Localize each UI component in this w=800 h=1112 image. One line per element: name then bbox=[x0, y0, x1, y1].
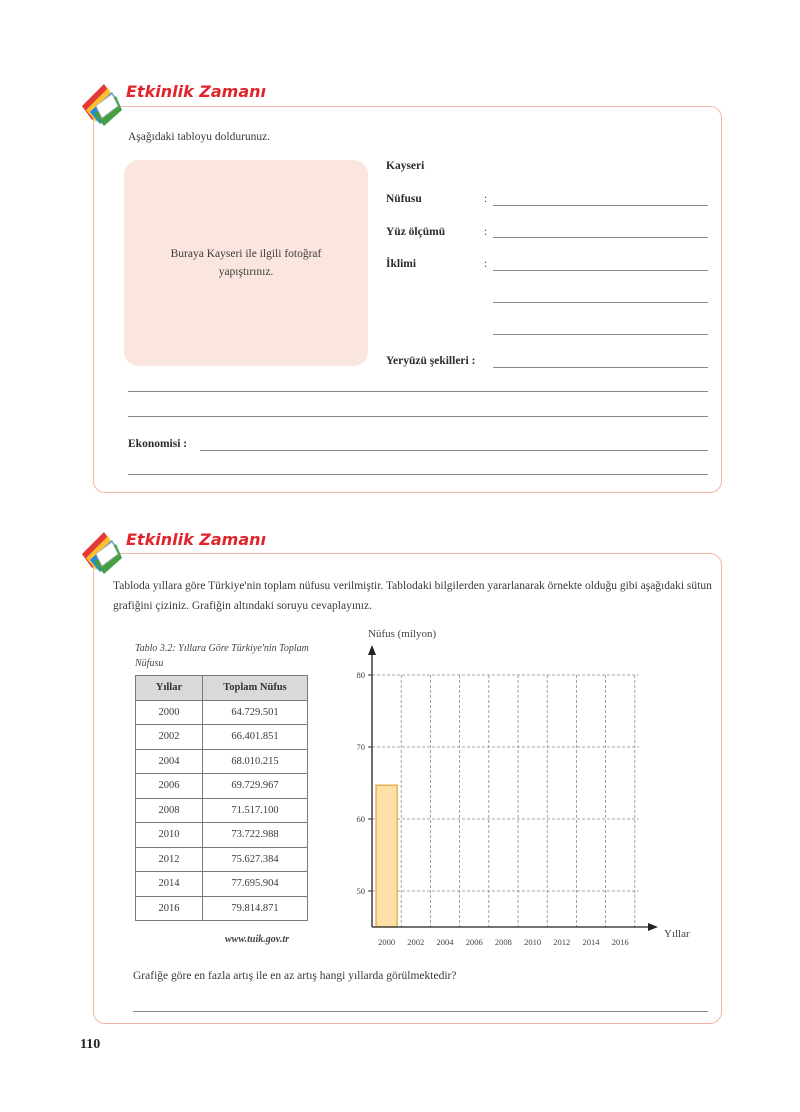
table-cell-year: 2002 bbox=[136, 725, 203, 750]
x-tick-label: 2010 bbox=[524, 937, 542, 947]
table-cell-year: 2016 bbox=[136, 896, 203, 921]
instruction-text: Aşağıdaki tabloyu doldurunuz. bbox=[128, 131, 271, 143]
table-row bbox=[136, 823, 308, 848]
climate-answer-line-3[interactable] bbox=[493, 334, 708, 335]
table-row bbox=[136, 725, 308, 750]
x-tick-label: 2006 bbox=[465, 937, 483, 947]
bar-2000 bbox=[376, 785, 397, 927]
y-tick-label: 80 bbox=[356, 670, 365, 680]
landforms-answer-line-3[interactable] bbox=[128, 416, 708, 417]
activity-title: Etkinlik Zamanı bbox=[126, 82, 272, 101]
area-label: Yüz ölçümü bbox=[386, 226, 446, 238]
y-axis-label: Nüfus (milyon) bbox=[368, 628, 437, 640]
climate-label: İklimi bbox=[386, 258, 417, 270]
table-cell-population: 73.722.988 bbox=[203, 823, 308, 848]
x-tick-label: 2000 bbox=[378, 937, 396, 947]
table-cell-population: 77.695.904 bbox=[203, 872, 308, 897]
table-cell-population: 71.517.100 bbox=[203, 798, 308, 823]
activity-logo-icon bbox=[78, 524, 130, 576]
table-cell-year: 2010 bbox=[136, 823, 203, 848]
table-header-population: Toplam Nüfus bbox=[203, 676, 308, 701]
x-tick-label: 2004 bbox=[436, 937, 454, 947]
table-cell-year: 2008 bbox=[136, 798, 203, 823]
economy-answer-line-2[interactable] bbox=[128, 474, 708, 475]
table-header-years: Yıllar bbox=[136, 676, 203, 701]
table-cell-population: 75.627.384 bbox=[203, 847, 308, 872]
x-tick-label: 2008 bbox=[494, 937, 512, 947]
climate-colon: : bbox=[484, 258, 488, 270]
city-name: Kayseri bbox=[386, 160, 425, 172]
table-source: www.tuik.gov.tr bbox=[225, 934, 289, 945]
activity-title: Etkinlik Zamanı bbox=[126, 530, 272, 549]
table-row bbox=[136, 896, 308, 921]
question-answer-line[interactable] bbox=[133, 1011, 708, 1012]
landforms-answer-line-2[interactable] bbox=[128, 391, 708, 392]
landforms-answer-line[interactable] bbox=[493, 367, 708, 368]
x-axis-arrow-icon bbox=[648, 923, 658, 931]
photo-placeholder bbox=[124, 160, 368, 366]
population-colon: : bbox=[484, 193, 488, 205]
population-bar-chart[interactable] bbox=[340, 625, 710, 955]
question-text: Grafiğe göre en fazla artış ile en az artış hangi yıllarda görülmektedir? bbox=[133, 970, 457, 982]
area-colon: : bbox=[484, 226, 488, 238]
table-cell-year: 2000 bbox=[136, 700, 203, 725]
table-row bbox=[136, 749, 308, 774]
table-cell-population: 66.401.851 bbox=[203, 725, 308, 750]
x-tick-label: 2012 bbox=[553, 937, 571, 947]
table-cell-population: 64.729.501 bbox=[203, 700, 308, 725]
y-tick-label: 50 bbox=[356, 886, 365, 896]
table-cell-population: 79.814.871 bbox=[203, 896, 308, 921]
y-axis-arrow-icon bbox=[368, 645, 376, 655]
table-cell-year: 2004 bbox=[136, 749, 203, 774]
table-cell-population: 69.729.967 bbox=[203, 774, 308, 799]
population-table bbox=[135, 675, 308, 921]
x-axis-label: Yıllar bbox=[664, 928, 690, 940]
x-tick-label: 2002 bbox=[407, 937, 425, 947]
table-row bbox=[136, 847, 308, 872]
landforms-label: Yeryüzü şekilleri : bbox=[386, 355, 476, 367]
area-answer-line[interactable] bbox=[493, 237, 708, 238]
y-tick-label: 70 bbox=[356, 742, 365, 752]
table-row bbox=[136, 872, 308, 897]
table-cell-population: 68.010.215 bbox=[203, 749, 308, 774]
page-number: 110 bbox=[80, 1037, 101, 1052]
x-tick-label: 2014 bbox=[582, 937, 600, 947]
table-row bbox=[136, 700, 308, 725]
table-cell-year: 2006 bbox=[136, 774, 203, 799]
table-row bbox=[136, 774, 308, 799]
climate-answer-line-2[interactable] bbox=[493, 302, 708, 303]
photo-placeholder-text: Buraya Kayseri ile ilgili fotoğraf yapıştırınız. bbox=[170, 248, 322, 278]
table-cell-year: 2014 bbox=[136, 872, 203, 897]
table-cell-year: 2012 bbox=[136, 847, 203, 872]
economy-label: Ekonomisi : bbox=[128, 438, 188, 450]
population-answer-line[interactable] bbox=[493, 205, 708, 206]
activity-logo-icon bbox=[78, 76, 130, 128]
table-caption: Tablo 3.2: Yıllara Göre Türkiye'nin Toplam Nüfusu bbox=[135, 643, 309, 669]
x-tick-label: 2016 bbox=[611, 937, 629, 947]
population-label: Nüfusu bbox=[386, 193, 422, 205]
climate-answer-line[interactable] bbox=[493, 270, 708, 271]
y-tick-label: 60 bbox=[356, 814, 365, 824]
activity-paragraph: Tabloda yıllara göre Türkiye'nin toplam nüfusu verilmiştir. Tablodaki bilgilerden yararlanarak örnekte olduğu gibi aşağıdaki sütun grafiğini çiziniz. Grafiğin altındaki soruyu cevaplayınız. bbox=[113, 580, 712, 612]
table-row bbox=[136, 798, 308, 823]
economy-answer-line[interactable] bbox=[200, 450, 708, 451]
